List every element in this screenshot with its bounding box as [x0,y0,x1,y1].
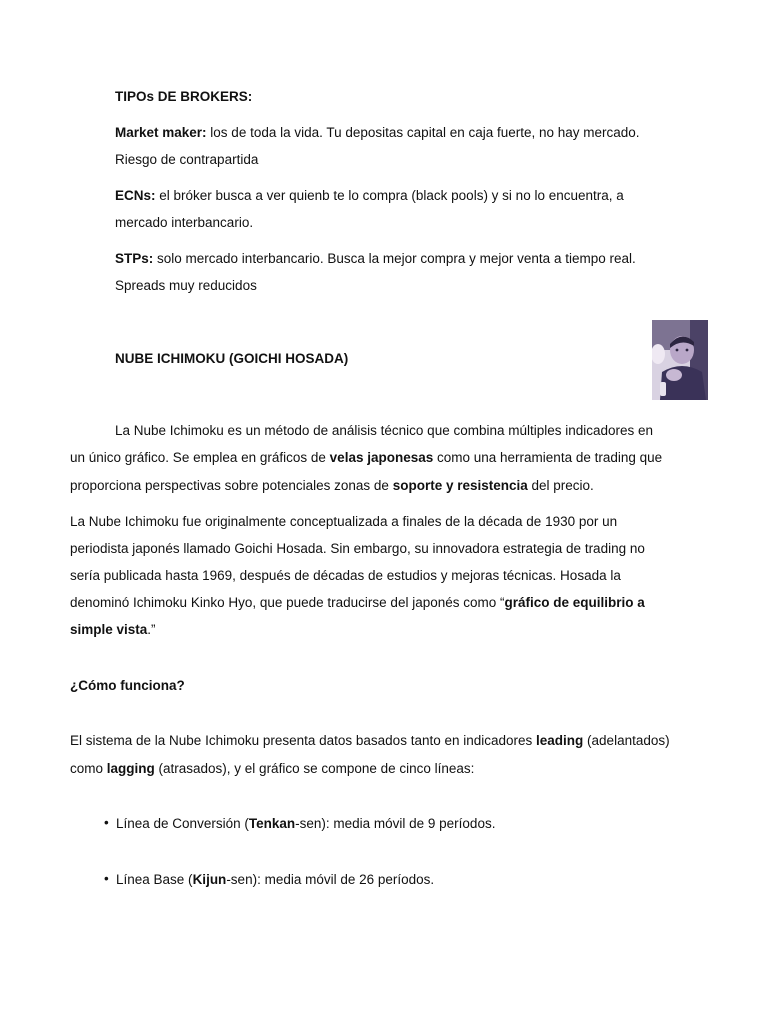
list-item: • Línea de Conversión (Tenkan-sen): media móvil de 9 períodos. [104,815,496,831]
market-maker-line-2: Riesgo de contrapartida [115,152,259,167]
list-item: • Línea Base (Kijun-sen): media móvil de 26 períodos. [104,871,435,887]
p1-line-1: La Nube Ichimoku es un método de análisis técnico que combina múltiples indicadores en [115,423,654,438]
market-maker-term: Market maker: [115,125,207,140]
brokers-heading: TIPOs DE BROKERS: [115,89,253,104]
stp-line-2: Spreads muy reducidos [115,278,257,293]
p2-line-3: sería publicada hasta 1969, después de décadas de estudios y mejoras técnicas. Hosada la [70,568,621,583]
how-it-works-heading: ¿Cómo funciona? [70,678,185,693]
p2-line-2: periodista japonés llamado Goichi Hosada. Sin embargo, su innovadora estrategia de trading no [70,541,645,556]
bullet-icon: • [104,871,109,886]
p1-line-3: proporciona perspectivas sobre potenciales zonas de soporte y resistencia del precio. [70,478,594,493]
ecn-line-2: mercado interbancario. [115,215,254,230]
stp-term: STPs: [115,251,154,266]
p2-line-1: La Nube Ichimoku fue originalmente conceptualizada a finales de la década de 1930 por un [70,514,618,529]
ecn-line-1: ECNs: el bróker busca a ver quienb te lo compra (black pools) y si no lo encuentra, a [115,188,624,203]
market-maker-line-1: Market maker: los de toda la vida. Tu depositas capital en caja fuerte, no hay mercado. [115,125,640,140]
p2-line-5: simple vista.” [70,622,156,637]
stp-line-1: STPs: solo mercado interbancario. Busca la mejor compra y mejor venta a tiempo real. [115,251,636,266]
ecn-term: ECNs: [115,188,156,203]
goichi-hosada-photo [652,320,708,400]
p3-line-2: como lagging (atrasados), y el gráfico se compone de cinco líneas: [70,761,475,776]
p1-line-2: un único gráfico. Se emplea en gráficos de velas japonesas como una herramienta de trading que [70,450,663,465]
p2-line-4: denominó Ichimoku Kinko Hyo, que puede traducirse del japonés como “gráfico de equilibrio a [70,595,645,610]
p3-line-1: El sistema de la Nube Ichimoku presenta datos basados tanto en indicadores leading (adelantados) [70,733,670,748]
ichimoku-heading: NUBE ICHIMOKU (GOICHI HOSADA) [115,351,349,366]
bullet-icon: • [104,815,109,830]
